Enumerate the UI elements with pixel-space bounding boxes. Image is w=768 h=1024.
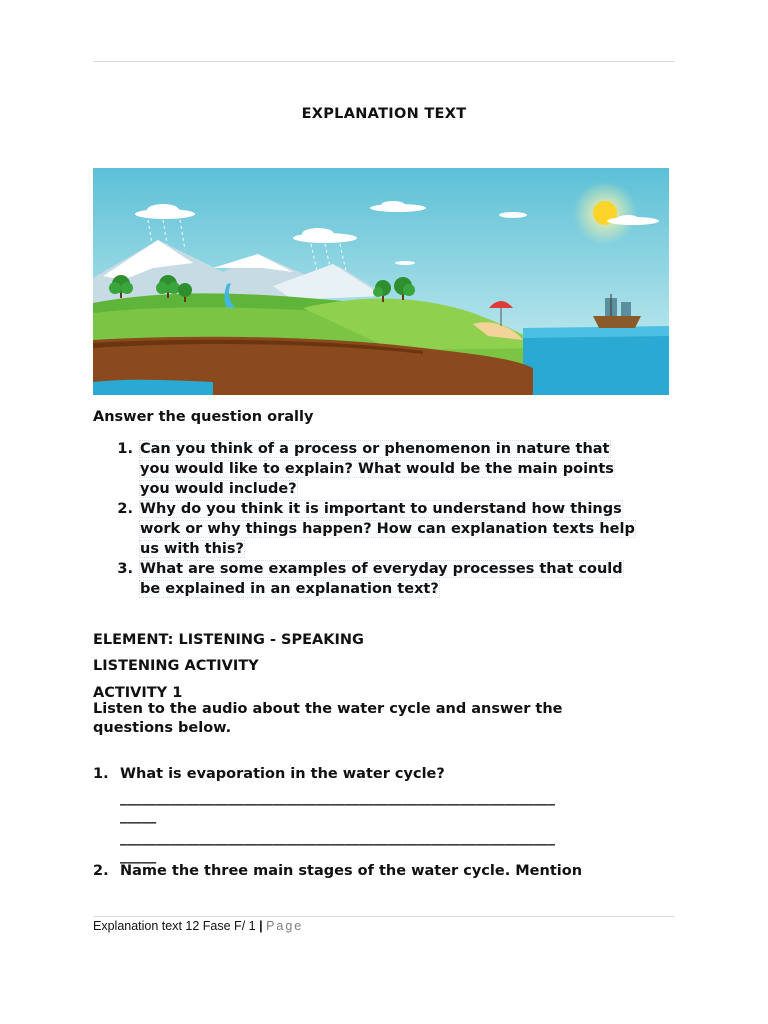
page-footer — [93, 919, 303, 933]
answer-line[interactable]: ____________________________________________________________ — [120, 790, 555, 806]
oral-prompt: Answer the question orally — [93, 409, 314, 425]
answer-line[interactable]: ____________________________________________________________ — [120, 830, 555, 846]
oral-question-list — [93, 439, 693, 599]
footer-separator: | — [259, 919, 263, 933]
activity-instruction-line-1: Listen to the audio about the water cycle and answer the — [93, 701, 563, 717]
activity-label: ACTIVITY 1 — [93, 685, 183, 701]
list-item: 2. Name the three main stages of the water cycle. Mention — [93, 863, 583, 879]
header-rule — [93, 61, 675, 62]
page-title: EXPLANATION TEXT — [301, 106, 467, 122]
activity-heading: LISTENING ACTIVITY — [93, 658, 259, 674]
footer-text: Explanation text 12 Fase F/ 1 — [93, 919, 256, 933]
answer-line[interactable]: _____ — [120, 848, 157, 864]
footer-page-label: Page — [266, 919, 304, 933]
list-item: 1. What is evaporation in the water cycle? — [93, 766, 445, 782]
list-item: 2. Why do you think it is important to understand how things work or why things happen? How can explanation texts help us with this? — [117, 501, 635, 557]
footer-rule — [93, 916, 675, 917]
faint-watermark — [535, 750, 700, 756]
list-item: 3. What are some examples of everyday processes that could be explained in an explanation text? — [117, 561, 623, 597]
element-heading: ELEMENT: LISTENING - SPEAKING — [93, 632, 364, 648]
list-item: 1. Can you think of a process or phenomenon in nature that you would like to explain? What would be the main points you would include? — [117, 441, 614, 497]
answer-line[interactable]: _____ — [120, 808, 157, 824]
activity-instruction-line-2: questions below. — [93, 720, 232, 736]
water-cycle-illustration — [93, 168, 669, 395]
